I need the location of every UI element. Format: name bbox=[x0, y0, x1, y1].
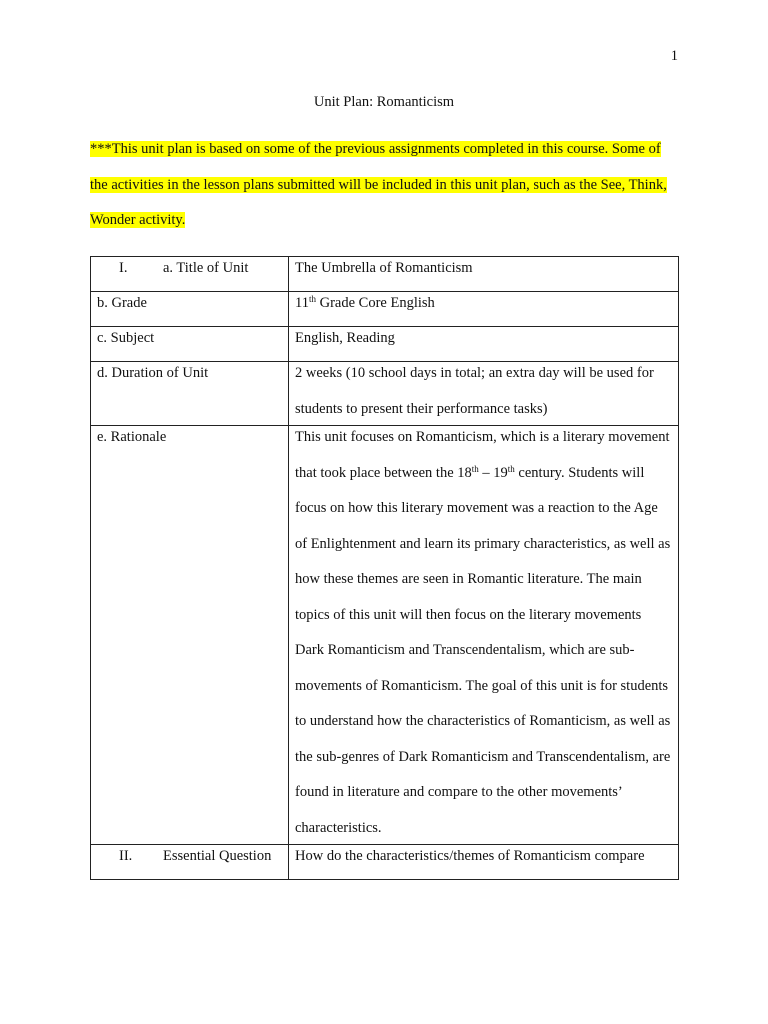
century-suffix-1: th bbox=[471, 463, 479, 474]
rationale-part-3: century. Students will focus on how this literary movement was a reaction to the Age of Enlightenment and learn its primary characteristics, as well as how these themes are seen in Romantic literature. The main topics of this unit will then focus on the literary movements Dark Romanticism and Transcendentalism, which are sub-movements of Romanticism. The goal of this unit is for students to understand how the characteristics of Romanticism, as well as the sub-genres of Dark Romanticism and Transcendentalism, are found in literature and compare to the other movements’ characteristics. bbox=[295, 464, 671, 836]
row-label-text: a. Title of Unit bbox=[163, 260, 249, 276]
row-value bbox=[289, 362, 679, 426]
unit-plan-table bbox=[90, 256, 679, 880]
note-text: ***This unit plan is based on some of the previous assignments completed in this course. Some of the activities in the lesson plans submitted will be included in this unit plan, such as the See, Think, Wonder activity. bbox=[90, 141, 667, 228]
grade-text: Grade Core English bbox=[315, 295, 435, 311]
row-value bbox=[289, 426, 679, 845]
row-label-text: c. Subject bbox=[97, 330, 155, 346]
document-title: Unit Plan: Romanticism bbox=[313, 94, 455, 110]
row-value-text: 2 weeks (10 school days in total; an extra day will be used for students to present their performance tasks) bbox=[295, 365, 654, 417]
row-value-text: How do the characteristics/themes of Romanticism compare bbox=[295, 848, 645, 864]
row-label-text: Essential Question bbox=[163, 848, 272, 864]
row-label bbox=[91, 845, 289, 880]
table-row-rationale bbox=[91, 426, 679, 845]
grade-number: 11 bbox=[295, 295, 309, 311]
section-numeral: II. bbox=[119, 848, 133, 864]
grade-suffix: th bbox=[308, 294, 316, 304]
row-label bbox=[91, 426, 289, 845]
rationale-part-1: This unit focuses on Romanticism, which is a literary movement that took place between the 18 bbox=[295, 429, 670, 481]
row-value bbox=[289, 845, 679, 880]
rationale-part-2: – 19 bbox=[478, 464, 508, 481]
table-row-duration bbox=[91, 362, 679, 426]
table-row-essential-question bbox=[91, 845, 679, 880]
highlighted-note bbox=[90, 132, 680, 239]
century-suffix-2: th bbox=[507, 463, 515, 474]
section-numeral: I. bbox=[119, 260, 128, 276]
row-value-text: English, Reading bbox=[295, 330, 395, 346]
row-label bbox=[91, 362, 289, 426]
page-number: 1 bbox=[670, 48, 678, 64]
row-value-text: The Umbrella of Romanticism bbox=[295, 260, 473, 276]
row-label-text: b. Grade bbox=[97, 295, 147, 311]
row-label-text: e. Rationale bbox=[97, 429, 167, 445]
row-label-text: d. Duration of Unit bbox=[97, 365, 209, 381]
